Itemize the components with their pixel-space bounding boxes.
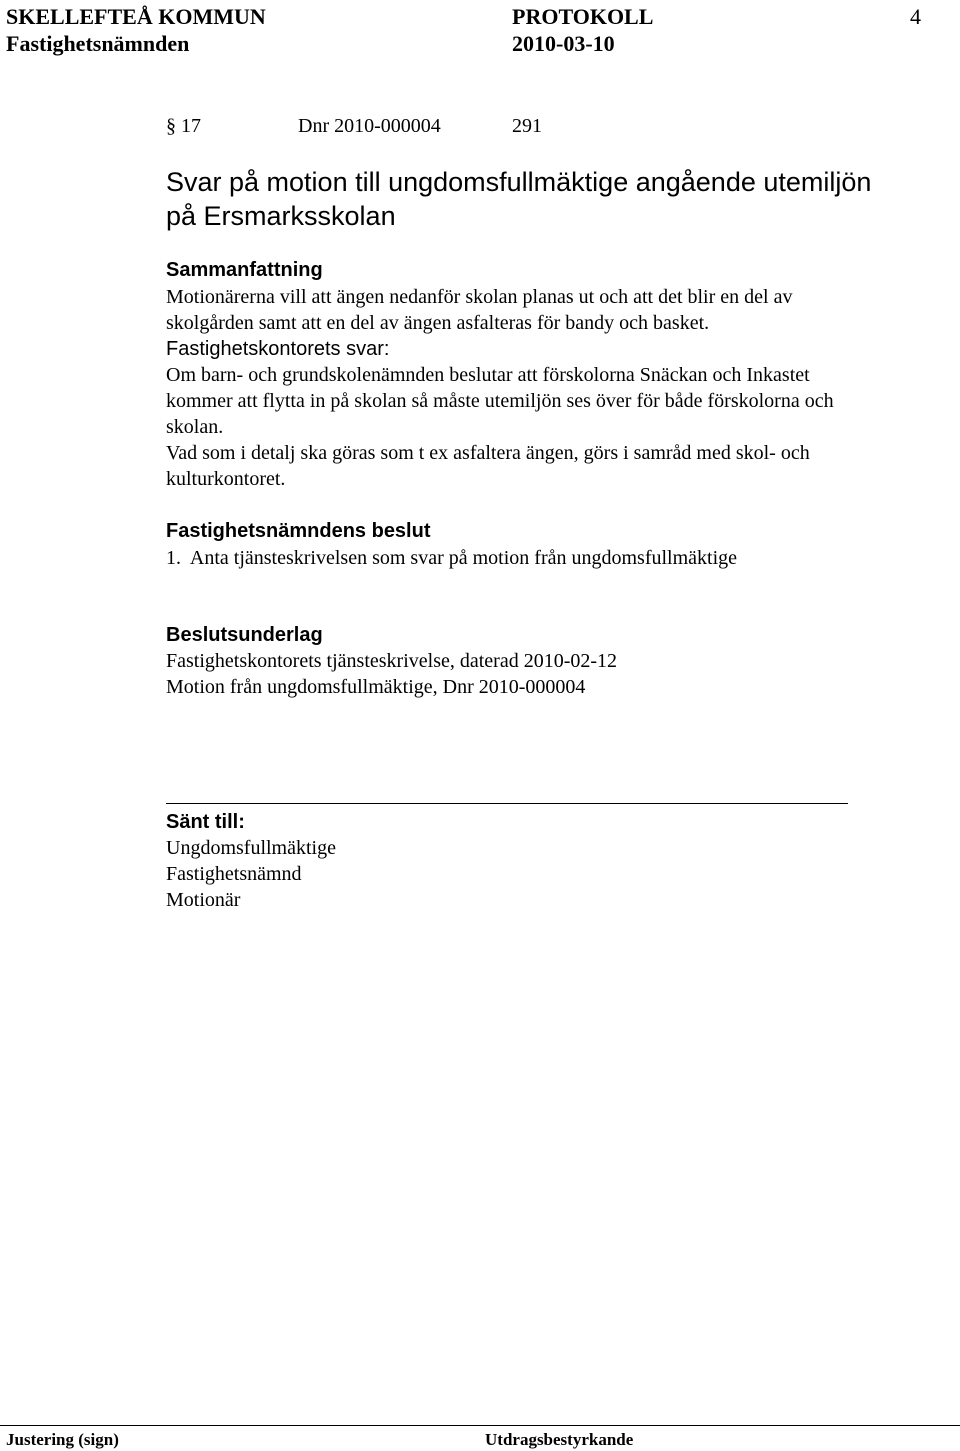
sent-to-heading: Sänt till: [166, 811, 245, 833]
decision-item: 1. Anta tjänsteskrivelsen som svar på motion från ungdomsfullmäktige [166, 547, 738, 569]
recipient: Motionär [166, 889, 241, 911]
basis-heading: Beslutsunderlag [166, 624, 323, 646]
case-dnr: Dnr 2010-000004 [298, 115, 441, 137]
reply-line: Om barn- och grundskolenämnden beslutar att förskolorna Snäckan och Inkastet [166, 364, 810, 386]
recipient: Ungdomsfullmäktige [166, 837, 336, 859]
section-number: § 17 [166, 115, 201, 137]
document-type: PROTOKOLL [512, 4, 654, 29]
case-number: 291 [512, 115, 542, 137]
summary-heading: Sammanfattning [166, 259, 323, 281]
summary-line: Motionärerna vill att ängen nedanför skolan planas ut och att det blir en del av [166, 286, 793, 308]
reply-heading: Fastighetskontorets svar: [166, 338, 390, 360]
page-title-line-2: på Ersmarksskolan [166, 201, 396, 231]
separator-line [166, 803, 848, 804]
reply-line: Vad som i detalj ska göras som t ex asfaltera ängen, görs i samråd med skol- och [166, 442, 810, 464]
summary-line: skolgården samt att en del av ängen asfalteras för bandy och basket. [166, 312, 710, 334]
reply-line: kommer att flytta in på skolan så måste utemiljön ses över för både förskolorna och [166, 390, 834, 412]
decision-heading: Fastighetsnämndens beslut [166, 520, 431, 542]
page-title-line-1: Svar på motion till ungdomsfullmäktige angående utemiljön [166, 167, 872, 197]
basis-line: Fastighetskontorets tjänsteskrivelse, daterad 2010-02-12 [166, 650, 618, 672]
recipient: Fastighetsnämnd [166, 863, 302, 885]
extract-label: Utdragsbestyrkande [485, 1430, 634, 1449]
page-number: 4 [910, 4, 921, 29]
signature-label: Justering (sign) [6, 1430, 119, 1449]
footer-line [0, 1425, 960, 1426]
basis-line: Motion från ungdomsfullmäktige, Dnr 2010-000004 [166, 676, 586, 698]
board-name: Fastighetsnämnden [6, 31, 190, 56]
reply-line: skolan. [166, 416, 224, 438]
municipality-name: SKELLEFTEÅ KOMMUN [6, 4, 266, 29]
reply-line: kulturkontoret. [166, 468, 286, 490]
meeting-date: 2010-03-10 [512, 31, 615, 56]
